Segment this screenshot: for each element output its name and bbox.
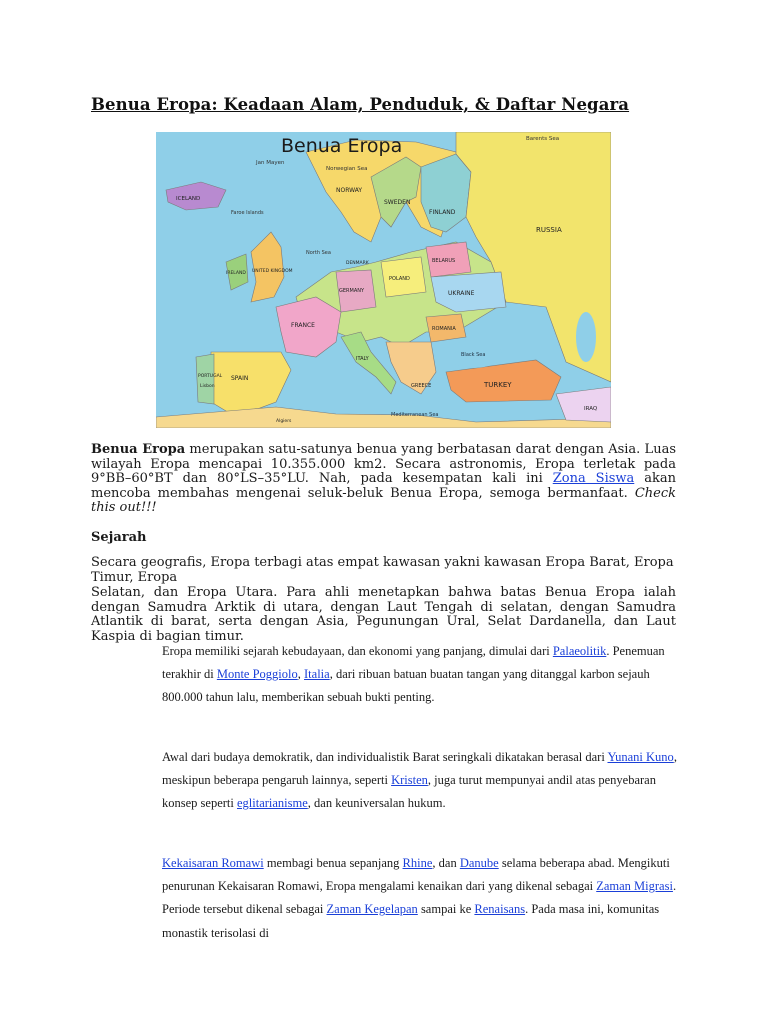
map-label: UNITED KINGDOM [252, 269, 293, 274]
europe-map-image [156, 132, 611, 428]
text: , dan [432, 856, 460, 870]
map-label: PORTUGAL [198, 374, 223, 379]
text: . Penemuan terakhir di [162, 644, 665, 682]
zona-siswa-link[interactable]: Zona Siswa [552, 471, 635, 487]
text: . Pada masa ini, komunitas monastik terisolasi di [162, 902, 660, 940]
text: , dan keuniversalan hukum. [307, 796, 446, 811]
zaman-migrasi-link[interactable]: Zaman Migrasi [596, 879, 673, 894]
map-label: ROMANIA [432, 326, 456, 332]
map-label: GERMANY [339, 288, 365, 294]
map-label: POLAND [389, 276, 410, 282]
paragraph-yunani [162, 746, 682, 816]
sejarah-line-1: Secara geografis, Eropa terbagi atas empat kawasan yakni kawasan Eropa Barat, Eropa Timur, Eropa [91, 555, 674, 585]
intro-lead: Benua Eropa [91, 442, 186, 457]
map-label: IRAQ [584, 406, 598, 412]
text: , dari ribuan batuan buatan tangan yang ditanggal karbon sejauh 800.000 tahun lalu, memberikan sebuah bukti penting. [162, 667, 650, 705]
map-label: FINLAND [429, 209, 456, 216]
map-label: Algiers [276, 419, 292, 424]
map-label: UKRAINE [448, 290, 475, 297]
map-caspian-sea [576, 312, 596, 362]
map-label: Black Sea [461, 352, 486, 358]
intro-text-2: akan mencoba membahas mengenai seluk-beluk Benua Eropa, semoga bermanfaat. [91, 471, 676, 501]
text: sampai ke [417, 902, 475, 917]
map-label: ICELAND [176, 196, 201, 202]
renaisans-link[interactable]: Renaisans [474, 902, 526, 917]
map-label: North Sea [306, 250, 331, 256]
map-label: Mediterranean Sea [391, 412, 439, 418]
yunani-kuno-link[interactable]: Yunani Kuno [607, 750, 674, 764]
kekaisaran-romawi-link[interactable]: Kekaisaran Romawi [162, 856, 264, 870]
map-label: Barents Sea [526, 136, 560, 142]
map-heading: Benua Eropa [281, 135, 403, 157]
text: . Periode tersebut dikenal sebagai [162, 879, 677, 917]
paragraph-palaeolitik [162, 640, 682, 710]
text: , meskipun beberapa pengaruh lainnya, seperti [162, 750, 677, 788]
map-label: GREECE [411, 383, 432, 389]
map-label: Lisbon [200, 384, 215, 389]
text: , [297, 667, 305, 682]
text: selama beberapa abad. Mengikuti penurunan Kekaisaran Romawi, Eropa mengalami kenaikan dari yang dikenal sebagai [162, 856, 670, 894]
text: Eropa memiliki sejarah kebudayaan, dan ekonomi yang panjang, dimulai dari [162, 644, 553, 658]
map-label: DENMARK [346, 261, 369, 266]
map-label: RUSSIA [536, 226, 562, 234]
intro-paragraph [91, 443, 676, 516]
rhine-link[interactable]: Rhine [402, 856, 433, 870]
map-label: SWEDEN [384, 199, 411, 206]
monte-poggiolo-link[interactable]: Monte Poggiolo [216, 667, 298, 682]
map-label: TURKEY [484, 381, 512, 389]
map-label: NORWAY [336, 187, 363, 194]
page-title: Benua Eropa: Keadaan Alam, Penduduk, & Daftar Negara [91, 95, 630, 114]
sejarah-heading: Sejarah [91, 530, 147, 545]
text: Awal dari budaya demokratik, dan individualistik Barat seringkali dikatakan berasal dari [162, 750, 608, 764]
map-label: ITALY [356, 356, 369, 362]
eglitarianisme-link[interactable]: eglitarianisme [236, 796, 308, 811]
map-land-portugal [196, 354, 214, 404]
palaeolitik-link[interactable]: Palaeolitik [552, 644, 607, 658]
map-label: Norwegian Sea [326, 166, 368, 172]
intro-text-1: merupakan satu-satunya benua yang berbatasan darat dengan Asia. Luas wilayah Eropa mencapai 10.355.000 km2. Secara astronomis, Eropa terletak pada 9°BB–60°BT dan 80°LS–35°LU. Nah, pada kesempatan kali ini [91, 442, 676, 487]
italia-link[interactable]: Italia [304, 667, 330, 682]
map-label: Faroe Islands [231, 210, 264, 216]
text: , juga turut mempunyai andil atas penyebaran konsep seperti [162, 773, 656, 811]
map-label: BELARUS [432, 258, 456, 264]
danube-link[interactable]: Danube [459, 856, 499, 870]
map-label: IRELAND [226, 271, 246, 276]
map-label: Jan Mayen [256, 160, 285, 166]
map-label: FRANCE [291, 322, 315, 329]
map-label: SPAIN [231, 375, 249, 382]
zaman-kegelapan-link[interactable]: Zaman Kegelapan [326, 902, 418, 917]
text: membagi benua sepanjang [263, 856, 403, 870]
sejarah-line-2: Selatan, dan Eropa Utara. Para ahli menetapkan bahwa batas Benua Eropa ialah dengan Samudra Arktik di utara, dengan Laut Tengah di selatan, dengan Samudra Atlantik di barat, serta dengan Asia, Pegunungan Ural, Selat Dardanella, dan Laut Kaspia di bagian timur. [91, 585, 676, 644]
kristen-link[interactable]: Kristen [391, 773, 428, 788]
intro-italic: Check this out!!! [91, 485, 676, 516]
paragraph-romawi [162, 852, 682, 945]
